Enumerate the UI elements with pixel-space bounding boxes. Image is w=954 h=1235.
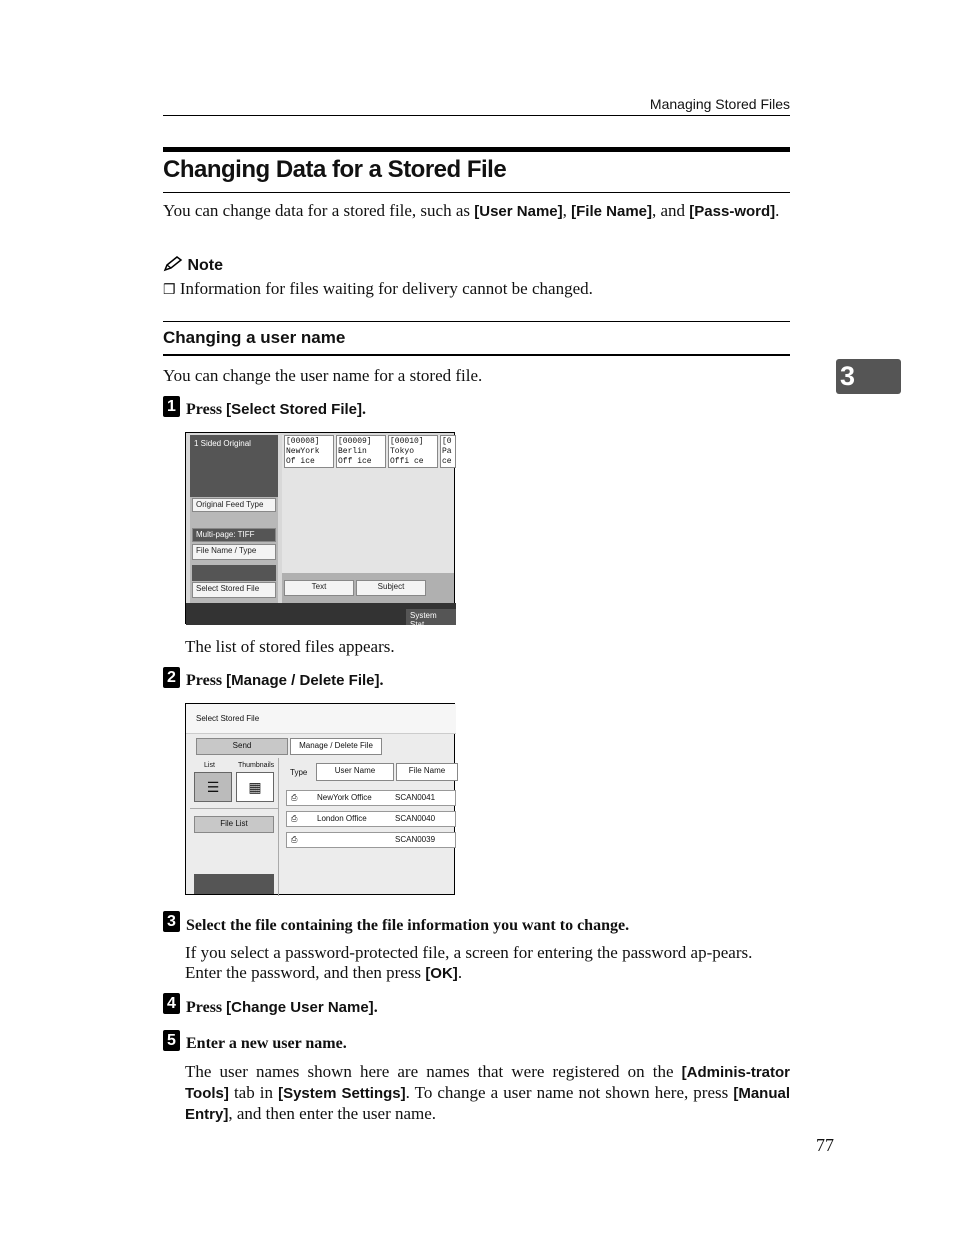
intro-user-name-ref: [User Name] xyxy=(474,203,563,220)
step-5-detail-text-2: tab in xyxy=(228,1083,279,1102)
note-title: Note xyxy=(187,257,224,274)
destination-item[interactable] xyxy=(336,435,386,468)
row-file: SCAN0040 xyxy=(395,814,436,823)
step-2-text xyxy=(186,672,384,690)
step-2-button-ref: [Manage / Delete File] xyxy=(226,672,380,689)
intro-text-4: . xyxy=(775,201,780,220)
pencil-icon xyxy=(163,256,183,272)
step-5-detail xyxy=(185,1062,790,1125)
thumbnails-label: Thumbnails xyxy=(238,762,275,769)
row-file: SCAN0039 xyxy=(395,835,436,844)
checkbox-bullet-icon: ❒ xyxy=(163,283,176,298)
step-2-pre: Press xyxy=(186,672,227,689)
intro-password-ref: [Pass-word] xyxy=(689,203,776,220)
multipage-label: Multi-page: TIFF xyxy=(192,528,276,542)
destination-code: [00009] xyxy=(338,437,372,446)
intro-text-2: , xyxy=(562,201,572,220)
destination-item[interactable] xyxy=(440,435,456,468)
page-number: 77 xyxy=(816,1135,834,1155)
section-top-rule xyxy=(163,147,790,152)
step-1-button-ref: [Select Stored File] xyxy=(226,401,363,418)
row-user: NewYork Office xyxy=(317,793,372,802)
step-4-post: . xyxy=(373,999,378,1016)
step-1-pre: Press xyxy=(186,401,227,418)
step-1-number: 1 xyxy=(163,396,180,417)
section-title: Changing Data for a Stored File xyxy=(163,156,507,183)
screenshot-scanner-main xyxy=(185,432,455,629)
select-stored-file-button[interactable]: Select Stored File xyxy=(192,582,276,598)
destination-name: Berlin Off ice xyxy=(338,447,372,466)
subsection-intro: You can change the user name for a stored file. xyxy=(163,366,483,385)
bottom-button[interactable] xyxy=(194,874,274,894)
step-3-number: 3 xyxy=(163,911,180,932)
step-1-post: . xyxy=(362,401,367,418)
destination-name: Tokyo Offi ce xyxy=(390,447,424,466)
step-4-pre: Press xyxy=(186,999,227,1016)
screenshot-select-stored-file xyxy=(185,703,455,895)
step-5-detail-text-1: The user names shown here are names that were registered on the xyxy=(185,1062,682,1081)
original-label: 1 Sided Original xyxy=(194,439,251,448)
scan-settings-panel xyxy=(190,435,278,603)
destination-name: NewYork Of ice xyxy=(286,447,320,466)
col-type-header: Type xyxy=(290,768,308,777)
chapter-tab: 3 xyxy=(836,359,901,394)
scanner-icon: ⎙ xyxy=(291,793,298,802)
section-title-rule xyxy=(163,192,790,193)
destination-name: Pa ce xyxy=(442,447,452,466)
step-1-result: The list of stored files appears. xyxy=(185,637,395,656)
ok-button-ref: [OK] xyxy=(425,965,458,982)
divider xyxy=(190,808,278,809)
step-3-detail-text: If you select a password-protected file, a screen for entering the password ap-pears. Enter the password, and then press xyxy=(185,943,753,982)
step-5-text: Enter a new user name. xyxy=(186,1035,347,1052)
original-setting-area xyxy=(190,435,278,497)
intro-text-1: You can change data for a stored file, such as xyxy=(163,201,475,220)
destination-code: [00008] xyxy=(286,437,320,446)
step-4-number: 4 xyxy=(163,993,180,1014)
dark-spacer xyxy=(192,565,276,581)
subsection-title: Changing a user name xyxy=(163,328,346,347)
step-3-detail xyxy=(185,943,790,984)
note-heading xyxy=(163,256,223,275)
intro-text-3: , and xyxy=(652,201,690,220)
running-header: Managing Stored Files xyxy=(649,96,790,112)
destination-code: [00010] xyxy=(390,437,424,446)
feed-type-button[interactable]: Original Feed Type xyxy=(192,498,276,512)
step-5-number: 5 xyxy=(163,1030,180,1051)
screen-title: Select Stored File xyxy=(186,704,456,734)
step-2-post: . xyxy=(379,672,384,689)
step-4-button-ref: [Change User Name] xyxy=(226,999,374,1016)
destination-code: [0 xyxy=(442,437,452,446)
table-row[interactable] xyxy=(286,790,456,806)
view-pane xyxy=(190,758,279,896)
step-4-text xyxy=(186,999,378,1017)
manual-entry-ref: [Manual Entry] xyxy=(185,1085,790,1123)
step-3-text: Select the file containing the file information you want to change. xyxy=(186,917,630,934)
tab-send[interactable]: Send xyxy=(196,738,288,755)
system-settings-ref: [System Settings] xyxy=(278,1085,406,1102)
table-row[interactable] xyxy=(286,832,456,848)
subsection-top-rule xyxy=(163,321,790,322)
intro-paragraph xyxy=(163,201,790,222)
text-button[interactable]: Text xyxy=(284,580,354,596)
step-1-text xyxy=(186,401,366,419)
destination-item[interactable] xyxy=(284,435,334,468)
file-name-type-button[interactable]: File Name / Type xyxy=(192,544,276,560)
scanner-icon: ⎙ xyxy=(291,835,298,844)
destination-item[interactable] xyxy=(388,435,438,468)
table-row[interactable] xyxy=(286,811,456,827)
note-text: Information for files waiting for delivery cannot be changed. xyxy=(179,279,593,298)
subject-button[interactable]: Subject xyxy=(356,580,426,596)
list-view-icon[interactable]: ☰ xyxy=(194,772,232,802)
system-status-button[interactable]: System Stat xyxy=(406,609,456,625)
status-bar xyxy=(186,603,456,629)
list-label: List xyxy=(204,762,215,769)
scanner-icon: ⎙ xyxy=(291,814,298,823)
step-3-detail-end: . xyxy=(457,963,463,982)
tab-manage-delete[interactable]: Manage / Delete File xyxy=(290,738,382,755)
col-file-header[interactable]: File Name xyxy=(396,763,458,781)
note-item xyxy=(163,279,593,299)
admin-tools-ref: [Adminis-trator Tools] xyxy=(185,1064,790,1102)
intro-file-name-ref: [File Name] xyxy=(571,203,652,220)
row-user: London Office xyxy=(317,814,367,823)
step-5-detail-text-3: . To change a user name not shown here, press xyxy=(405,1083,734,1102)
file-list-button[interactable]: File List xyxy=(194,816,274,833)
step-2-number: 2 xyxy=(163,667,180,688)
header-rule xyxy=(163,115,790,116)
step-5-detail-text-4: , and then enter the user name. xyxy=(228,1104,437,1123)
row-file: SCAN0041 xyxy=(395,793,436,802)
thumbnail-view-icon[interactable]: ▦ xyxy=(236,772,274,802)
col-user-header[interactable]: User Name xyxy=(316,763,394,781)
subsection-bottom-rule xyxy=(163,354,790,356)
